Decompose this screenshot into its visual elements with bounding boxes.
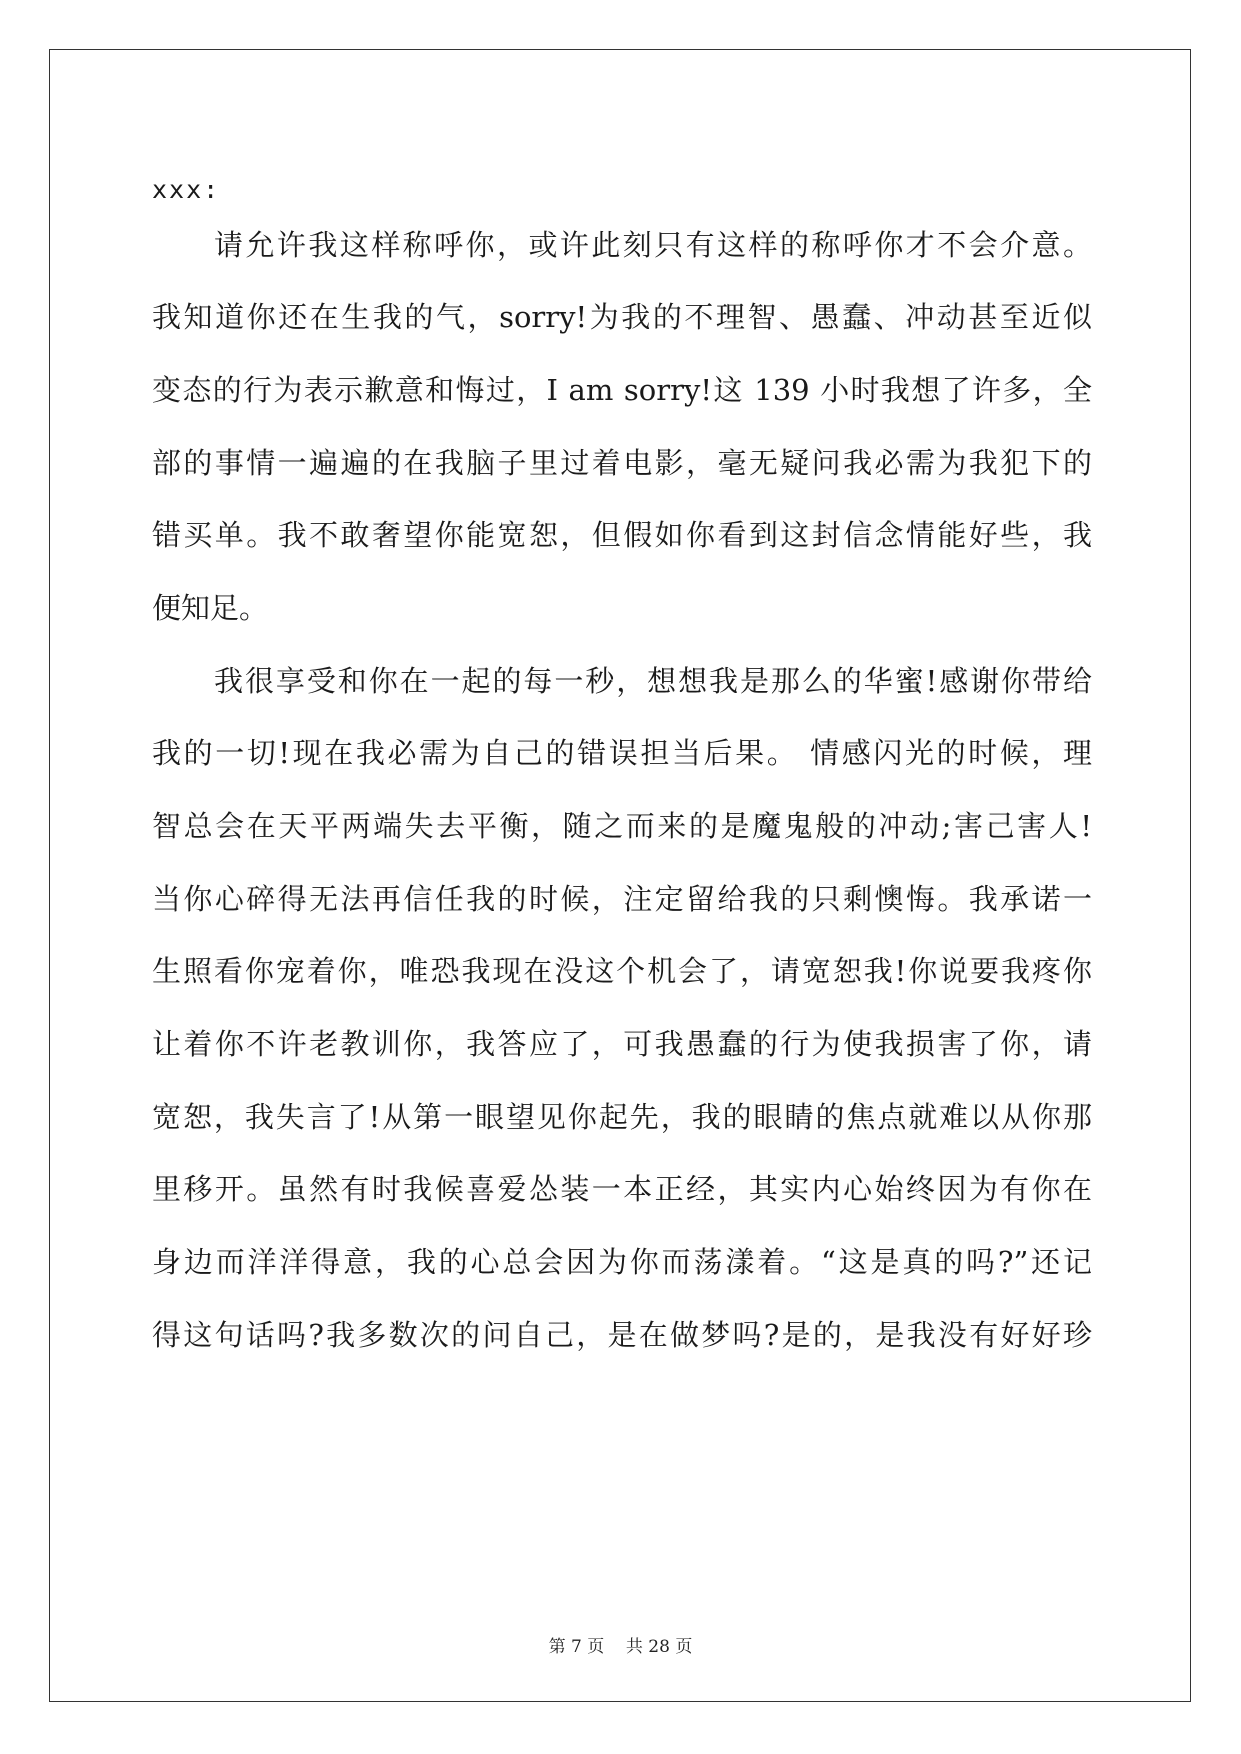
page-number: 第 7 页 bbox=[548, 1637, 605, 1657]
body-line: 身边而洋洋得意，我的心总会因为你而荡漾着。“这是真的吗?”还记 bbox=[152, 1245, 1092, 1279]
page-footer bbox=[0, 1636, 1241, 1658]
body-line: 请允许我这样称呼你，或许此刻只有这样的称呼你才不会介意。 bbox=[214, 228, 1092, 262]
page-total: 共 28 页 bbox=[625, 1637, 693, 1657]
body-line: 部的事情一遍遍的在我脑子里过着电影，毫无疑问我必需为我犯下的 bbox=[152, 446, 1092, 480]
body-line: 我很享受和你在一起的每一秒，想想我是那么的华蜜!感谢你带给 bbox=[214, 664, 1092, 698]
body-line: 我的一切!现在我必需为自己的错误担当后果。 情感闪光的时候，理 bbox=[152, 736, 1092, 770]
body-line: 当你心碎得无法再信任我的时候，注定留给我的只剩懊悔。我承诺一 bbox=[152, 882, 1092, 916]
body-line: 变态的行为表示歉意和悔过，I am sorry!这 139 小时我想了许多，全 bbox=[152, 373, 1092, 407]
body-line: 智总会在天平两端失去平衡，随之而来的是魔鬼般的冲动;害己害人! bbox=[152, 809, 1092, 843]
body-line: 生照看你宠着你，唯恐我现在没这个机会了，请宽恕我!你说要我疼你 bbox=[152, 954, 1092, 988]
body-line: 让着你不许老教训你，我答应了，可我愚蠢的行为使我损害了你，请 bbox=[152, 1027, 1092, 1061]
body-line: 里移开。虽然有时我候喜爱怂装一本正经，其实内心始终因为有你在 bbox=[152, 1172, 1092, 1206]
body-line: 得这句话吗?我多数次的问自己，是在做梦吗?是的，是我没有好好珍 bbox=[152, 1318, 1092, 1352]
salutation: xxx: bbox=[152, 175, 221, 204]
body-line: 错买单。我不敢奢望你能宽恕，但假如你看到这封信念情能好些，我 bbox=[152, 518, 1092, 552]
body-line: 便知足。 bbox=[152, 591, 269, 625]
body-line: 我知道你还在生我的气，sorry!为我的不理智、愚蠢、冲动甚至近似 bbox=[152, 300, 1092, 334]
body-line: 宽恕，我失言了!从第一眼望见你起先，我的眼睛的焦点就难以从你那 bbox=[152, 1100, 1092, 1134]
